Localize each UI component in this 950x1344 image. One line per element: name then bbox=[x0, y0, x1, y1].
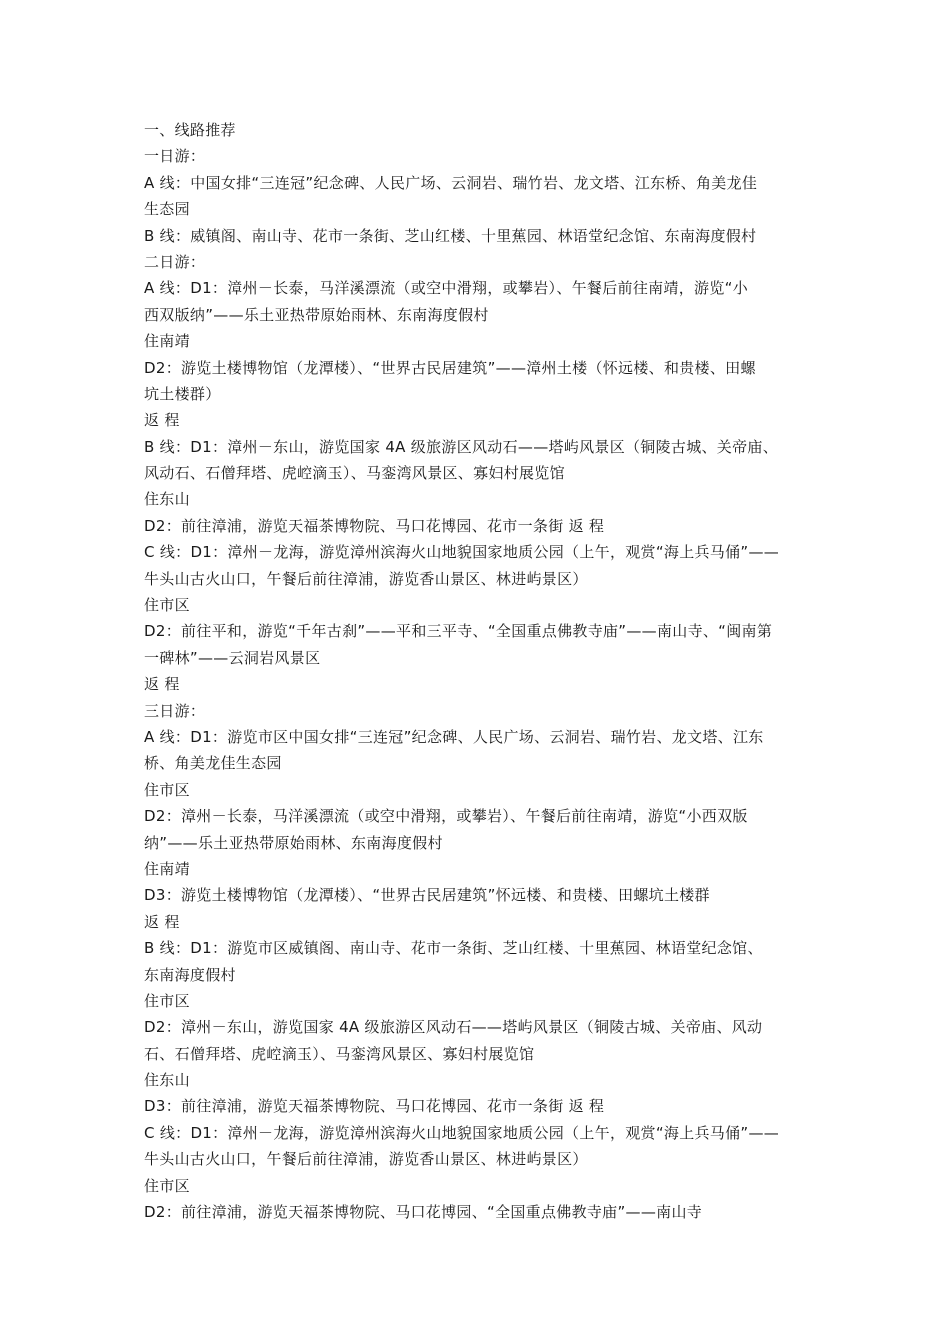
document-body bbox=[144, 117, 814, 1225]
text-line: B 线：威镇阁、南山寺、花市一条街、芝山红楼、十里蕉园、林语堂纪念馆、东南海度假村 bbox=[144, 226, 757, 245]
text-line: 住东山 bbox=[144, 490, 190, 509]
text-line: 返 程 bbox=[144, 675, 180, 694]
text-line: 纳”——乐土亚热带原始雨林、东南海度假村 bbox=[144, 833, 443, 852]
text-line: 桥、角美龙佳生态园 bbox=[144, 754, 282, 773]
text-line: D2：漳州－长泰，马洋溪漂流（或空中滑翔，或攀岩）、午餐后前往南靖，游览“小西双版 bbox=[144, 807, 748, 826]
text-line: C 线：D1：漳州－龙海，游览漳州滨海火山地貌国家地质公园（上午，观赏“海上兵马俑”—— bbox=[144, 1123, 780, 1142]
text-line: A 线：D1：漳州－长泰，马洋溪漂流（或空中滑翔，或攀岩）、午餐后前往南靖，游览“小 bbox=[144, 279, 748, 298]
text-line: 住南靖 bbox=[144, 859, 190, 878]
text-line: C 线：D1：漳州－龙海，游览漳州滨海火山地貌国家地质公园（上午，观赏“海上兵马俑”—— bbox=[144, 543, 780, 562]
text-line: 三日游： bbox=[144, 701, 206, 720]
text-line: 二日游： bbox=[144, 252, 206, 271]
text-line: D3：游览土楼博物馆（龙潭楼）、“世界古民居建筑”怀远楼、和贵楼、田螺坑土楼群 bbox=[144, 886, 710, 905]
text-line: D2：前往平和，游览“千年古刹”——平和三平寺、“全国重点佛教寺庙”——南山寺、“闽南第 bbox=[144, 622, 773, 641]
text-line: 生态园 bbox=[144, 200, 190, 219]
text-line: 东南海度假村 bbox=[144, 965, 236, 984]
text-line: 牛头山古火山口，午餐后前往漳浦，游览香山景区、林进屿景区） bbox=[144, 569, 588, 588]
text-line: B 线：D1：漳州－东山，游览国家 4A 级旅游区风动石——塔屿风景区（铜陵古城、关帝庙、 bbox=[144, 437, 778, 456]
text-line: D3：前往漳浦，游览天福茶博物院、马口花博园、花市一条街 返 程 bbox=[144, 1097, 605, 1116]
text-line: 一日游： bbox=[144, 147, 206, 166]
text-line: 住南靖 bbox=[144, 332, 190, 351]
text-line: 住市区 bbox=[144, 780, 190, 799]
text-line: 牛头山古火山口，午餐后前往漳浦，游览香山景区、林进屿景区） bbox=[144, 1150, 588, 1169]
text-line: 返 程 bbox=[144, 912, 180, 931]
text-line: 坑土楼群） bbox=[144, 384, 221, 403]
text-line: A 线：中国女排“三连冠”纪念碑、人民广场、云洞岩、瑞竹岩、龙文塔、江东桥、角美龙佳 bbox=[144, 173, 758, 192]
text-line: D2：前往漳浦，游览天福茶博物院、马口花博园、“全国重点佛教寺庙”——南山寺 bbox=[144, 1203, 703, 1222]
text-line: 风动石、石僧拜塔、虎崆滴玉）、马銮湾风景区、寡妇村展览馆 bbox=[144, 464, 565, 483]
text-line: 石、石僧拜塔、虎崆滴玉）、马銮湾风景区、寡妇村展览馆 bbox=[144, 1044, 535, 1063]
text-line: 返 程 bbox=[144, 411, 180, 430]
text-line: D2：游览土楼博物馆（龙潭楼）、“世界古民居建筑”——漳州土楼（怀远楼、和贵楼、田螺 bbox=[144, 358, 756, 377]
text-line: 住市区 bbox=[144, 596, 190, 615]
text-line: 住东山 bbox=[144, 1071, 190, 1090]
text-line: A 线：D1：游览市区中国女排“三连冠”纪念碑、人民广场、云洞岩、瑞竹岩、龙文塔、江东 bbox=[144, 727, 764, 746]
text-line: D2：漳州－东山，游览国家 4A 级旅游区风动石——塔屿风景区（铜陵古城、关帝庙、风动 bbox=[144, 1018, 763, 1037]
text-line: 西双版纳”——乐土亚热带原始雨林、东南海度假村 bbox=[144, 305, 489, 324]
text-line: D2：前往漳浦，游览天福茶博物院、马口花博园、花市一条街 返 程 bbox=[144, 516, 605, 535]
text-line: 住市区 bbox=[144, 991, 190, 1010]
text-line: 一、线路推荐 bbox=[144, 121, 236, 139]
text-line: 住市区 bbox=[144, 1176, 190, 1195]
text-line: 一碑林”——云洞岩风景区 bbox=[144, 648, 321, 667]
text-line: B 线：D1：游览市区威镇阁、南山寺、花市一条街、芝山红楼、十里蕉园、林语堂纪念馆、 bbox=[144, 939, 763, 958]
